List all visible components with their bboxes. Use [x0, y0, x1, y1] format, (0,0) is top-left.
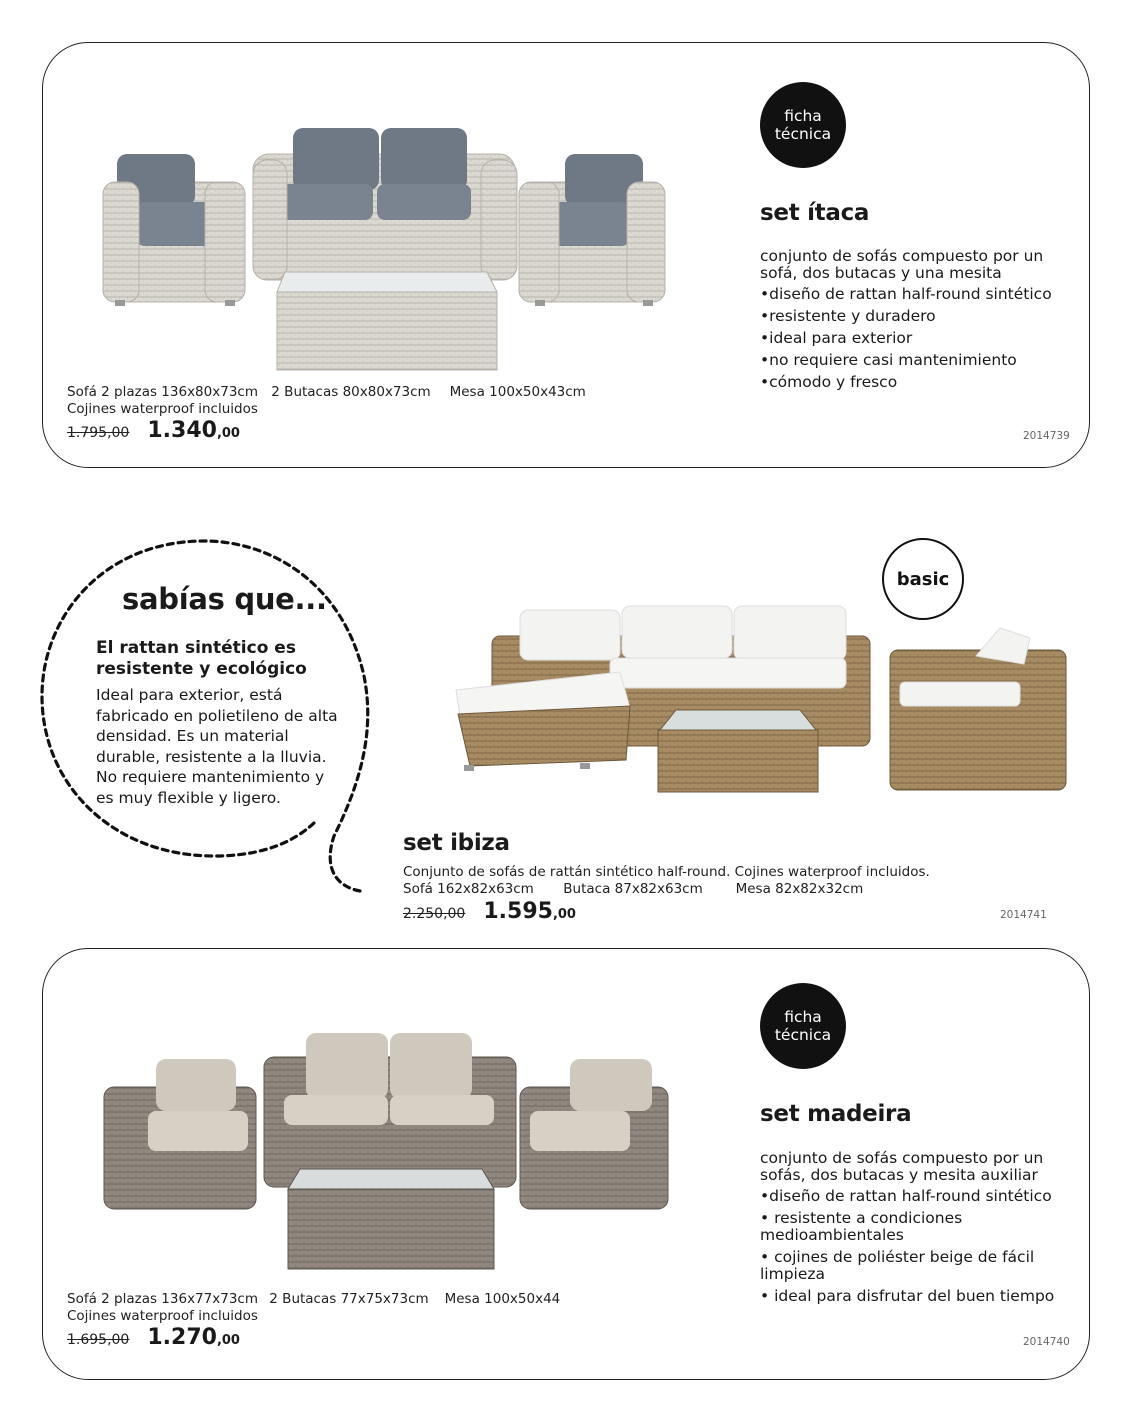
itaca-coffee-table-icon	[277, 272, 497, 370]
feature-item: •ideal para exterior	[760, 329, 913, 347]
ibiza-furniture-photo	[450, 600, 1070, 800]
itaca-feature-list	[760, 286, 1080, 391]
old-price: 2.250,00	[403, 906, 466, 922]
itaca-sofa-icon	[253, 128, 517, 280]
old-price: 1.695,00	[67, 1332, 130, 1348]
madeira-price	[67, 1325, 240, 1350]
ibiza-armchair-icon	[890, 628, 1066, 790]
ibiza-reference: 2014741	[1000, 909, 1047, 921]
new-price: 1.270	[147, 1325, 217, 1350]
dim-table: Mesa 82x82x32cm	[735, 881, 864, 897]
madeira-armchair-right-icon	[520, 1059, 668, 1209]
feature-item: • resistente a condiciones medioambientales	[760, 1209, 963, 1244]
new-price-cents: ,00	[552, 907, 576, 922]
dim-armchairs: 2 Butacas 77x75x73cm	[269, 1291, 429, 1307]
feature-item: • cojines de poliéster beige de fácil limpieza	[760, 1248, 1035, 1283]
itaca-armchair-right-icon	[519, 154, 665, 306]
badge-line-2: técnica	[774, 125, 832, 143]
itaca-reference: 2014739	[1023, 430, 1070, 442]
basic-badge: basic	[882, 538, 964, 620]
madeira-furniture-photo	[100, 1025, 670, 1275]
itaca-furniture-photo	[95, 120, 675, 380]
dim-table: Mesa 100x50x43cm	[449, 384, 586, 400]
feature-item: •diseño de rattan half-round sintético	[760, 285, 1052, 303]
dim-armchair: Butaca 87x82x63cm	[563, 881, 703, 897]
itaca-title: set ítaca	[760, 200, 870, 226]
madeira-sofa-icon	[264, 1033, 516, 1187]
dim-sofa: Sofá 2 plazas 136x80x73cm	[67, 384, 258, 400]
old-price: 1.795,00	[67, 425, 130, 441]
info-bubble-headline: El rattan sintético es resistente y ecológico	[96, 638, 307, 679]
itaca-armchair-left-icon	[103, 154, 245, 306]
feature-item: •no requiere casi mantenimiento	[760, 351, 1017, 369]
ibiza-coffee-table-icon	[658, 710, 818, 792]
info-bubble-title: sabías que...	[122, 582, 327, 616]
itaca-price	[67, 418, 240, 443]
ibiza-description: Conjunto de sofás de rattán sintético half-round. Cojines waterproof incluidos.	[403, 864, 930, 880]
feature-item: •cómodo y fresco	[760, 373, 898, 391]
itaca-cushions-note: Cojines waterproof incluidos	[67, 401, 258, 417]
dim-sofa: Sofá 162x82x63cm	[403, 881, 534, 897]
badge-line-1: ficha	[784, 1008, 822, 1026]
feature-item: • ideal para disfrutar del buen tiempo	[760, 1287, 1055, 1305]
itaca-description	[760, 248, 1080, 396]
ficha-tecnica-badge-itaca[interactable]	[760, 82, 846, 168]
madeira-reference: 2014740	[1023, 1336, 1070, 1348]
new-price-cents: ,00	[216, 426, 240, 441]
madeira-description	[760, 1150, 1080, 1310]
madeira-lead: conjunto de sofás compuesto por un sofás, dos butacas y mesita auxiliar	[760, 1149, 1044, 1184]
madeira-title: set madeira	[760, 1101, 912, 1127]
madeira-dimensions	[67, 1291, 560, 1307]
badge-line-1: ficha	[784, 107, 822, 125]
madeira-feature-list	[760, 1188, 1080, 1305]
new-price: 1.340	[147, 418, 217, 443]
ficha-tecnica-badge-madeira[interactable]	[760, 983, 846, 1069]
madeira-armchair-left-icon	[104, 1059, 256, 1209]
info-bubble-body: Ideal para exterior, está fabricado en polietileno de alta densidad. Es un material durable, resistente a la lluvia. No requiere mantenimiento y es muy flexible y ligero.	[96, 686, 338, 807]
feature-item: •resistente y duradero	[760, 307, 936, 325]
madeira-coffee-table-icon	[288, 1169, 494, 1269]
ibiza-dimensions	[403, 881, 863, 897]
feature-item: •diseño de rattan half-round sintético	[760, 1187, 1052, 1205]
itaca-dimensions	[67, 384, 586, 400]
madeira-cushions-note: Cojines waterproof incluidos	[67, 1308, 258, 1324]
dim-table: Mesa 100x50x44	[444, 1291, 561, 1307]
ibiza-title: set ibiza	[403, 830, 510, 856]
itaca-lead: conjunto de sofás compuesto por un sofá, dos butacas y una mesita	[760, 247, 1044, 282]
new-price-cents: ,00	[216, 1333, 240, 1348]
dim-armchairs: 2 Butacas 80x80x73cm	[271, 384, 431, 400]
badge-line-2: técnica	[774, 1026, 832, 1044]
ibiza-price	[403, 899, 576, 924]
new-price: 1.595	[483, 899, 553, 924]
dim-sofa: Sofá 2 plazas 136x77x73cm	[67, 1291, 258, 1307]
